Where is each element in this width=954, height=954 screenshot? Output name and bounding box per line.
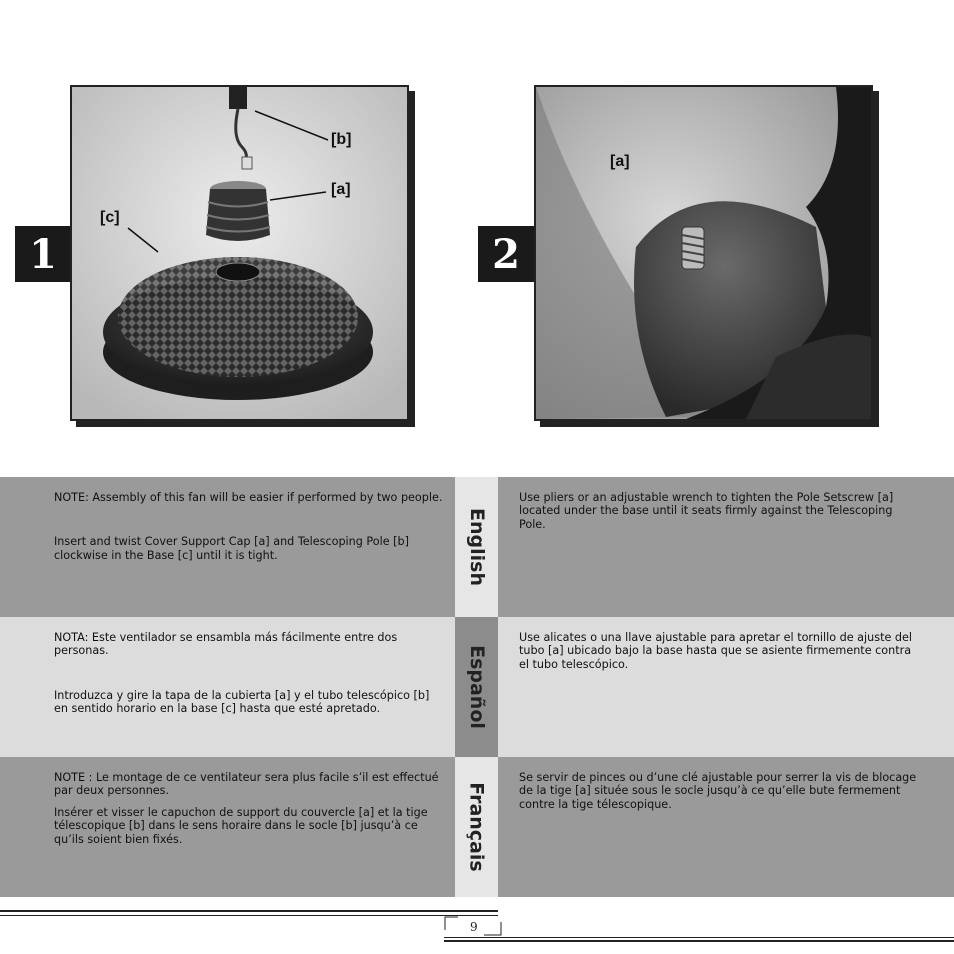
english-step2-text (519, 491, 919, 531)
footer-rule-left-thin (0, 915, 498, 916)
espanol-step2: Use alicates o una llave ajustable para apretar el tornillo de ajuste del tubo [a] ubicado bajo la base hasta que se asiente firmemente contra el tubo telescópico. (519, 631, 912, 671)
step-2-illustration (536, 87, 871, 419)
language-tab-francais (455, 757, 498, 897)
language-label-english: English (465, 508, 488, 586)
callout-a-step2: [a] (610, 153, 630, 170)
footer-rule-left (0, 910, 498, 912)
page-number: 9 (470, 920, 478, 934)
step-2-photo (534, 85, 873, 421)
callout-c: [c] (100, 209, 120, 226)
language-tab-english (455, 477, 498, 617)
english-instruction: Insert and twist Cover Support Cap [a] and Telescoping Pole [b] clockwise in the Base [c] until it is tight. (54, 535, 409, 562)
language-label-espanol: Español (465, 645, 488, 729)
english-step1-text (54, 491, 444, 562)
step-2-badge (478, 226, 534, 282)
language-label-francais: Français (465, 782, 488, 872)
english-step2: Use pliers or an adjustable wrench to tighten the Pole Setscrew [a] located under the base until it seats firmly against the Telescoping Pole. (519, 491, 894, 531)
espanol-instruction: Introduzca y gire la tapa de la cubierta [a] y el tubo telescópico [b] en sentido horario en la base [c] hasta que esté apretado. (54, 688, 430, 716)
francais-step1-text (54, 771, 444, 846)
language-tab-espanol (455, 617, 498, 757)
francais-step2-text (519, 771, 919, 811)
francais-note: NOTE : Le montage de ce ventilateur sera plus facile s’il est effectué par deux personnes. (54, 771, 439, 798)
francais-instruction: Insérer et visser le capuchon de support du couvercle [a] et la tige télescopique [b] dans le sens horaire dans le socle [b] jusqu’à ce qu’ils soient bien fixés. (54, 805, 428, 846)
footer-rule-right-thin (444, 937, 954, 938)
espanol-note: NOTA: Este ventilador se ensambla más fácilmente entre dos personas. (54, 631, 398, 658)
step-1-number: 1 (29, 230, 57, 278)
step-2-number: 2 (492, 230, 520, 278)
english-note: NOTE: Assembly of this fan will be easier if performed by two people. (54, 491, 443, 504)
page-number-box (444, 916, 502, 938)
francais-step2: Se servir de pinces ou d’une clé ajustable pour serrer la vis de blocage de la tige [a] située sous le socle jusqu’à ce qu’elle bute fermement contre la tige télescopique. (519, 771, 917, 811)
espanol-step2-text (519, 631, 919, 671)
footer-rule-right (444, 940, 954, 942)
espanol-step1-text (54, 631, 444, 716)
callout-b: [b] (331, 131, 352, 148)
callout-a: [a] (331, 181, 351, 198)
